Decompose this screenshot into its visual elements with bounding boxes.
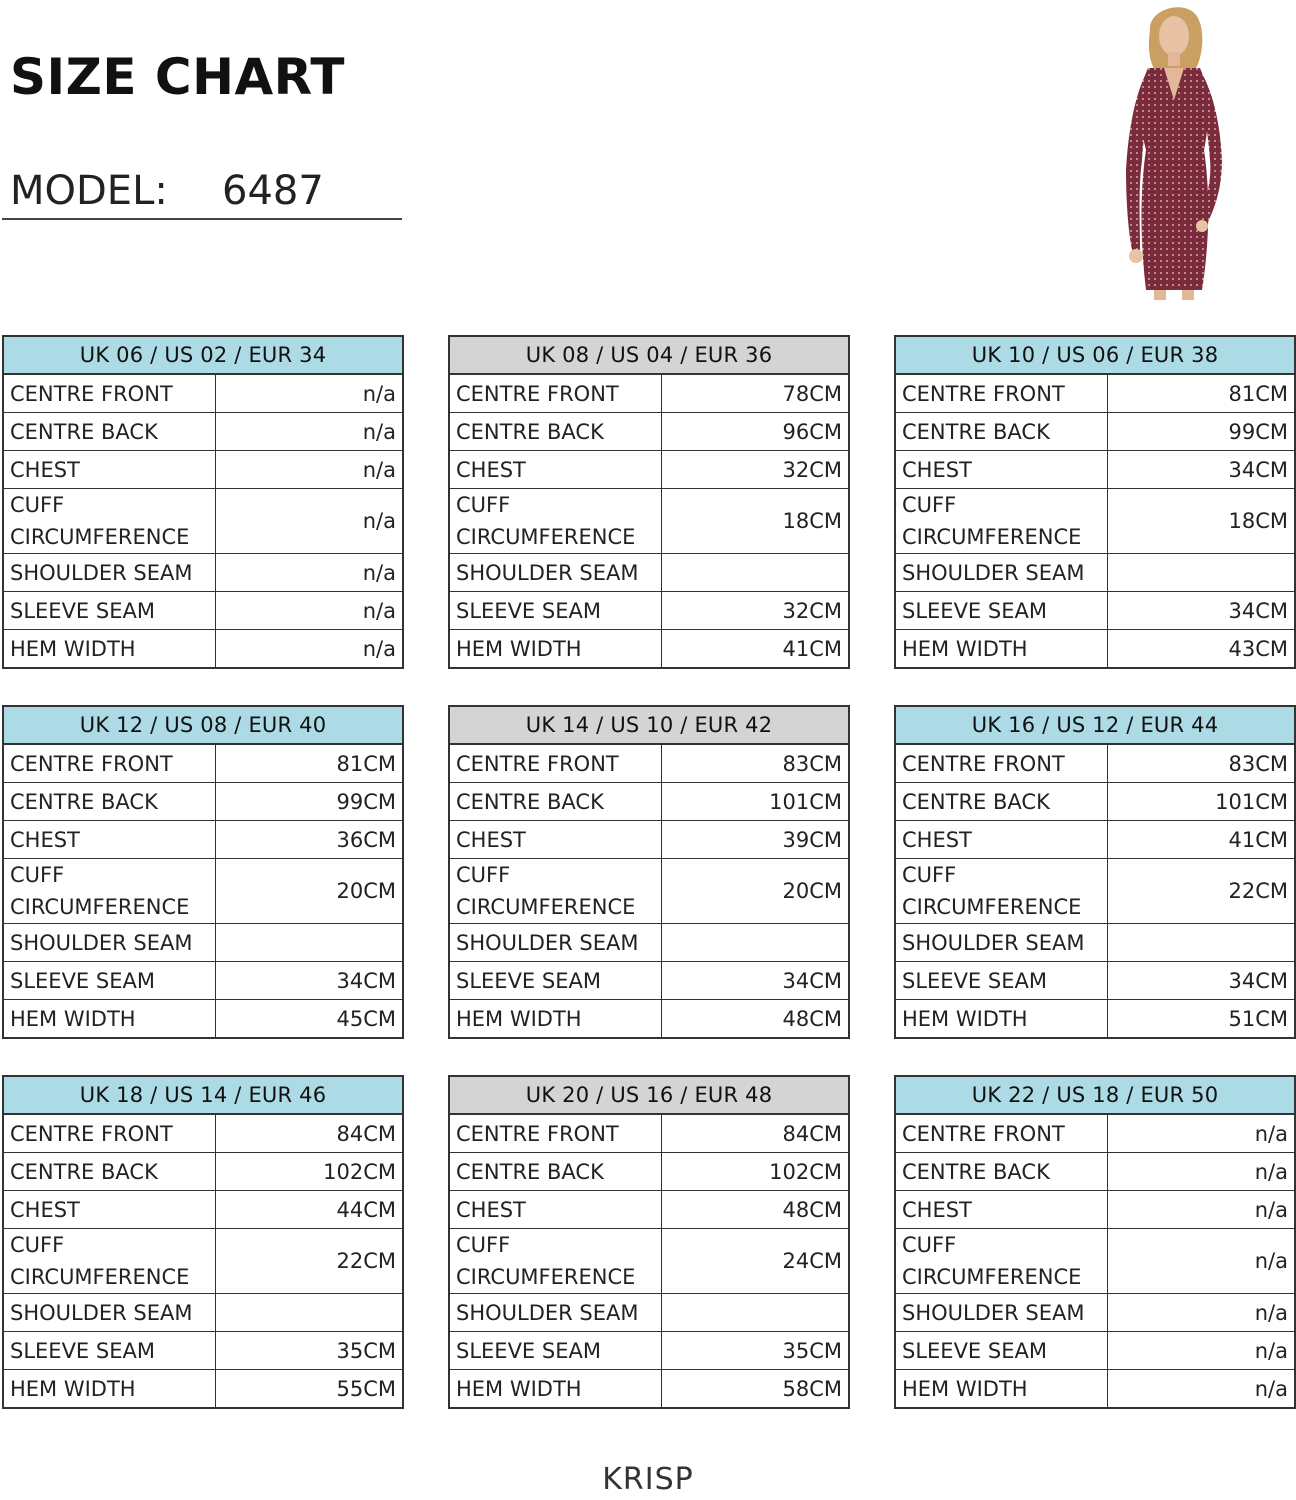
model-label: MODEL: [10, 168, 168, 214]
measurement-value: 43CM [1107, 630, 1295, 669]
measurement-label: SHOULDER SEAM [449, 554, 661, 592]
table-row [449, 859, 849, 924]
measurement-value: 32CM [661, 451, 849, 489]
table-row [3, 374, 403, 413]
measurement-label: CENTRE FRONT [3, 744, 215, 783]
table-row [3, 1000, 403, 1039]
measurement-value: 35CM [215, 1332, 403, 1370]
table-row [895, 821, 1295, 859]
measurement-value: 78CM [661, 374, 849, 413]
table-row [895, 744, 1295, 783]
measurement-value: 34CM [215, 962, 403, 1000]
table-row [449, 630, 849, 669]
measurement-value [661, 1294, 849, 1332]
table-row [895, 374, 1295, 413]
size-table [894, 335, 1296, 669]
size-table-header: UK 10 / US 06 / EUR 38 [895, 336, 1295, 374]
table-row [3, 489, 403, 554]
measurement-label: SHOULDER SEAM [449, 924, 661, 962]
measurement-label: HEM WIDTH [449, 630, 661, 669]
measurement-value: 48CM [661, 1000, 849, 1039]
table-row [895, 1229, 1295, 1294]
measurement-value [1107, 924, 1295, 962]
measurement-value: 32CM [661, 592, 849, 630]
table-row [3, 1153, 403, 1191]
model-number: 6487 [222, 168, 324, 214]
size-table [2, 335, 404, 669]
measurement-value [215, 924, 403, 962]
size-table-header: UK 20 / US 16 / EUR 48 [449, 1076, 849, 1114]
table-row [449, 924, 849, 962]
table-row [449, 413, 849, 451]
measurement-label: CENTRE BACK [3, 783, 215, 821]
measurement-label: HEM WIDTH [449, 1370, 661, 1409]
measurement-label: CHEST [3, 1191, 215, 1229]
table-row [3, 413, 403, 451]
measurement-label: SLEEVE SEAM [895, 962, 1107, 1000]
measurement-label: CUFF CIRCUMFERENCE [3, 1229, 215, 1294]
measurement-value: 34CM [1107, 592, 1295, 630]
measurement-label: CUFF CIRCUMFERENCE [895, 489, 1107, 554]
measurement-value: 102CM [661, 1153, 849, 1191]
measurement-value: 22CM [215, 1229, 403, 1294]
measurement-value: 81CM [1107, 374, 1295, 413]
table-row [449, 1229, 849, 1294]
measurement-label: SHOULDER SEAM [895, 554, 1107, 592]
table-row [895, 859, 1295, 924]
measurement-label: SHOULDER SEAM [3, 1294, 215, 1332]
table-row [449, 1000, 849, 1039]
measurement-value: n/a [215, 489, 403, 554]
measurement-value [1107, 554, 1295, 592]
measurement-value: 101CM [661, 783, 849, 821]
table-row [3, 554, 403, 592]
measurement-value: 20CM [215, 859, 403, 924]
size-table-header: UK 12 / US 08 / EUR 40 [3, 706, 403, 744]
size-table-header: UK 22 / US 18 / EUR 50 [895, 1076, 1295, 1114]
model-line [2, 164, 402, 220]
measurement-label: CUFF CIRCUMFERENCE [3, 489, 215, 554]
size-tables-grid [2, 335, 1294, 1441]
table-row [895, 783, 1295, 821]
measurement-label: CENTRE BACK [449, 783, 661, 821]
table-row [3, 924, 403, 962]
size-table-header: UK 16 / US 12 / EUR 44 [895, 706, 1295, 744]
size-table [448, 1075, 850, 1409]
table-row [895, 1114, 1295, 1153]
measurement-label: SHOULDER SEAM [3, 924, 215, 962]
table-row [895, 1332, 1295, 1370]
measurement-label: HEM WIDTH [895, 1000, 1107, 1039]
table-row [3, 451, 403, 489]
measurement-value: n/a [215, 554, 403, 592]
table-row [895, 1191, 1295, 1229]
size-table-header: UK 08 / US 04 / EUR 36 [449, 336, 849, 374]
measurement-label: CENTRE FRONT [449, 1114, 661, 1153]
measurement-label: CHEST [3, 451, 215, 489]
table-row [3, 744, 403, 783]
measurement-value: 45CM [215, 1000, 403, 1039]
table-row [3, 1294, 403, 1332]
measurement-label: CUFF CIRCUMFERENCE [895, 1229, 1107, 1294]
measurement-value: 34CM [1107, 451, 1295, 489]
brand-name: KRISP [602, 1462, 694, 1497]
measurement-value: 24CM [661, 1229, 849, 1294]
measurement-value: 102CM [215, 1153, 403, 1191]
measurement-label: CHEST [449, 821, 661, 859]
measurement-label: CENTRE FRONT [449, 374, 661, 413]
table-row [449, 1114, 849, 1153]
table-row [3, 1191, 403, 1229]
table-row [3, 821, 403, 859]
table-row [3, 1370, 403, 1409]
measurement-value: 48CM [661, 1191, 849, 1229]
measurement-value: 83CM [1107, 744, 1295, 783]
measurement-value: n/a [1107, 1229, 1295, 1294]
measurement-label: SLEEVE SEAM [895, 1332, 1107, 1370]
measurement-label: CHEST [449, 451, 661, 489]
measurement-value: 34CM [1107, 962, 1295, 1000]
table-row [449, 783, 849, 821]
table-row [3, 1229, 403, 1294]
measurement-label: CENTRE BACK [895, 783, 1107, 821]
table-row [3, 1332, 403, 1370]
table-row [449, 554, 849, 592]
measurement-label: HEM WIDTH [3, 1000, 215, 1039]
size-table-header: UK 14 / US 10 / EUR 42 [449, 706, 849, 744]
measurement-value: 55CM [215, 1370, 403, 1409]
measurement-value: n/a [215, 451, 403, 489]
measurement-value: 36CM [215, 821, 403, 859]
measurement-value: 20CM [661, 859, 849, 924]
measurement-label: SHOULDER SEAM [895, 924, 1107, 962]
measurement-value: 99CM [215, 783, 403, 821]
measurement-value: 39CM [661, 821, 849, 859]
measurement-value: 41CM [1107, 821, 1295, 859]
page-title: SIZE CHART [10, 48, 346, 106]
measurement-value: 84CM [215, 1114, 403, 1153]
size-table-header: UK 18 / US 14 / EUR 46 [3, 1076, 403, 1114]
table-row [895, 554, 1295, 592]
table-row [3, 962, 403, 1000]
measurement-label: CUFF CIRCUMFERENCE [3, 859, 215, 924]
measurement-label: SLEEVE SEAM [449, 1332, 661, 1370]
table-row [449, 821, 849, 859]
size-table-header: UK 06 / US 02 / EUR 34 [3, 336, 403, 374]
table-row [449, 1294, 849, 1332]
size-table [448, 335, 850, 669]
table-row [449, 592, 849, 630]
size-table [894, 1075, 1296, 1409]
table-row [3, 630, 403, 669]
measurement-label: HEM WIDTH [895, 1370, 1107, 1409]
measurement-value: 99CM [1107, 413, 1295, 451]
measurement-label: CHEST [895, 451, 1107, 489]
table-row [895, 592, 1295, 630]
measurement-value: n/a [215, 592, 403, 630]
measurement-label: CENTRE BACK [3, 413, 215, 451]
measurement-label: HEM WIDTH [3, 630, 215, 669]
table-row [449, 744, 849, 783]
table-row [3, 783, 403, 821]
measurement-label: SLEEVE SEAM [895, 592, 1107, 630]
measurement-value: 96CM [661, 413, 849, 451]
measurement-value: 22CM [1107, 859, 1295, 924]
measurement-value [661, 554, 849, 592]
table-row [449, 1370, 849, 1409]
measurement-label: CENTRE BACK [895, 413, 1107, 451]
measurement-label: HEM WIDTH [895, 630, 1107, 669]
measurement-value: n/a [215, 413, 403, 451]
table-row [895, 924, 1295, 962]
table-row [449, 1332, 849, 1370]
table-row [3, 1114, 403, 1153]
size-table [2, 1075, 404, 1409]
table-row [449, 489, 849, 554]
measurement-label: CENTRE FRONT [895, 374, 1107, 413]
measurement-value: 34CM [661, 962, 849, 1000]
measurement-label: CHEST [3, 821, 215, 859]
measurement-value: 41CM [661, 630, 849, 669]
table-row [895, 1370, 1295, 1409]
measurement-value: 35CM [661, 1332, 849, 1370]
measurement-label: SHOULDER SEAM [449, 1294, 661, 1332]
table-row [895, 413, 1295, 451]
table-row [449, 962, 849, 1000]
size-table [894, 705, 1296, 1039]
measurement-value [661, 924, 849, 962]
measurement-value: 44CM [215, 1191, 403, 1229]
measurement-value: 18CM [661, 489, 849, 554]
measurement-label: CHEST [449, 1191, 661, 1229]
table-row [895, 489, 1295, 554]
table-row [895, 962, 1295, 1000]
table-row [449, 374, 849, 413]
measurement-label: CENTRE BACK [895, 1153, 1107, 1191]
measurement-label: SHOULDER SEAM [895, 1294, 1107, 1332]
measurement-value: 84CM [661, 1114, 849, 1153]
measurement-value: 81CM [215, 744, 403, 783]
measurement-label: CUFF CIRCUMFERENCE [449, 1229, 661, 1294]
measurement-value: n/a [1107, 1153, 1295, 1191]
measurement-value: n/a [215, 630, 403, 669]
measurement-value: n/a [1107, 1114, 1295, 1153]
measurement-value: n/a [1107, 1332, 1295, 1370]
measurement-value: n/a [1107, 1191, 1295, 1229]
table-row [449, 451, 849, 489]
measurement-label: SLEEVE SEAM [449, 962, 661, 1000]
table-row [895, 1294, 1295, 1332]
measurement-label: CENTRE BACK [449, 1153, 661, 1191]
measurement-label: CUFF CIRCUMFERENCE [449, 489, 661, 554]
measurement-label: CHEST [895, 1191, 1107, 1229]
measurement-label: HEM WIDTH [449, 1000, 661, 1039]
measurement-label: CENTRE FRONT [3, 1114, 215, 1153]
measurement-value: 58CM [661, 1370, 849, 1409]
table-row [3, 592, 403, 630]
measurement-label: SLEEVE SEAM [3, 1332, 215, 1370]
measurement-label: CENTRE FRONT [3, 374, 215, 413]
measurement-value: n/a [1107, 1370, 1295, 1409]
measurement-label: SHOULDER SEAM [3, 554, 215, 592]
measurement-label: CUFF CIRCUMFERENCE [895, 859, 1107, 924]
table-row [895, 630, 1295, 669]
table-row [895, 1000, 1295, 1039]
measurement-label: CENTRE FRONT [895, 744, 1107, 783]
measurement-value: 51CM [1107, 1000, 1295, 1039]
model-photo [1098, 0, 1248, 300]
measurement-value: n/a [215, 374, 403, 413]
measurement-label: SLEEVE SEAM [3, 962, 215, 1000]
measurement-label: SLEEVE SEAM [3, 592, 215, 630]
measurement-value [215, 1294, 403, 1332]
measurement-value: 101CM [1107, 783, 1295, 821]
measurement-label: CENTRE FRONT [449, 744, 661, 783]
measurement-value: 18CM [1107, 489, 1295, 554]
measurement-label: CENTRE BACK [3, 1153, 215, 1191]
measurement-label: CHEST [895, 821, 1107, 859]
size-table [2, 705, 404, 1039]
measurement-value: n/a [1107, 1294, 1295, 1332]
measurement-label: CUFF CIRCUMFERENCE [449, 859, 661, 924]
table-row [449, 1153, 849, 1191]
table-row [895, 1153, 1295, 1191]
table-row [449, 1191, 849, 1229]
measurement-label: SLEEVE SEAM [449, 592, 661, 630]
measurement-label: CENTRE BACK [449, 413, 661, 451]
measurement-label: CENTRE FRONT [895, 1114, 1107, 1153]
table-row [895, 451, 1295, 489]
table-row [3, 859, 403, 924]
measurement-value: 83CM [661, 744, 849, 783]
measurement-label: HEM WIDTH [3, 1370, 215, 1409]
size-table [448, 705, 850, 1039]
